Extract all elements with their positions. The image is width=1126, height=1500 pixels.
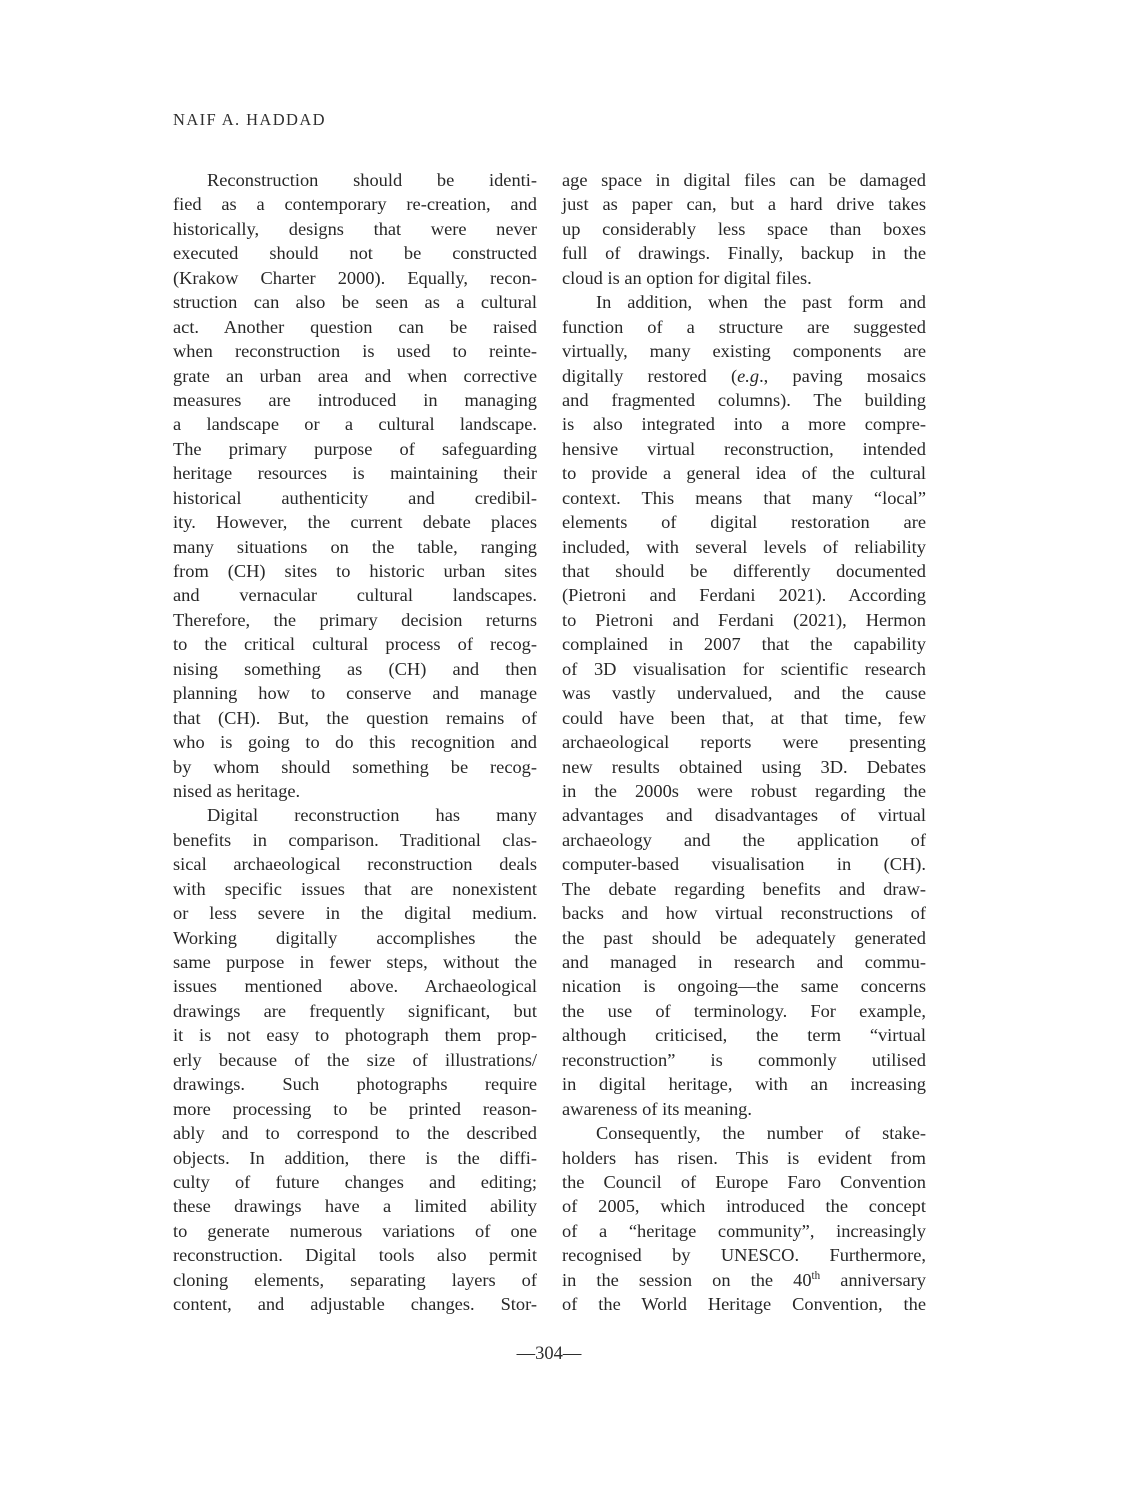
text-line: reconstruction. Digital tools also permit xyxy=(173,1245,537,1266)
text-line: objects. In addition, there is the diffi- xyxy=(173,1147,537,1168)
text-line: fied as a contemporary re-creation, and xyxy=(173,194,537,215)
text-line: and fragmented columns). The building xyxy=(562,389,926,410)
text-line: The debate regarding benefits and draw- xyxy=(562,878,926,899)
text-line: and managed in research and commu- xyxy=(562,952,926,972)
text-line: cloning elements, separating layers of xyxy=(173,1269,537,1290)
text-line: of 2005, which introduced the concept xyxy=(562,1196,926,1217)
text-line: of 3D visualisation for scientific research xyxy=(562,658,926,679)
text-line: Reconstruction should be identi- xyxy=(207,170,537,190)
text-line: many situations on the table, ranging xyxy=(173,536,537,557)
text-line: hensive virtual reconstruction, intended xyxy=(562,438,926,459)
text-line: to generate numerous variations of one xyxy=(173,1220,537,1241)
text-line: The primary purpose of safeguarding xyxy=(173,438,537,459)
text-line: more processing to be printed reason- xyxy=(173,1098,537,1119)
text-line: it is not easy to photograph them prop- xyxy=(173,1025,537,1046)
text-line: computer-based visualisation in (CH). xyxy=(562,854,926,875)
text-line: holders has risen. This is evident from xyxy=(562,1147,926,1168)
text-line: sical archaeological reconstruction deals xyxy=(173,854,537,875)
text-line: of the World Heritage Convention, the xyxy=(562,1294,926,1315)
text-line: ity. However, the current debate places xyxy=(173,512,537,533)
text-line: Working digitally accomplishes the xyxy=(173,927,537,948)
text-line: the past should be adequately generated xyxy=(562,927,926,948)
text-line: digitally restored (e.g., paving mosaics xyxy=(562,365,926,386)
text-line: just as paper can, but a hard drive takes xyxy=(562,194,926,215)
text-line: included, with several levels of reliability xyxy=(562,536,926,557)
text-line: nication is ongoing—the same concerns xyxy=(562,976,926,997)
text-line: (Krakow Charter 2000). Equally, recon- xyxy=(173,267,537,288)
text-line: planning how to conserve and manage xyxy=(173,683,537,704)
text-line: nised as heritage. xyxy=(173,780,301,801)
text-line: In addition, when the past form and xyxy=(596,292,926,313)
page-number: —304— xyxy=(516,1344,582,1364)
text-line: backs and how virtual reconstructions of xyxy=(562,903,926,924)
text-line: same purpose in fewer steps, without the xyxy=(173,952,537,972)
text-line: nising something as (CH) and then xyxy=(173,658,537,679)
text-line: to the critical cultural process of recog- xyxy=(173,634,537,655)
text-line: executed should not be constructed xyxy=(173,243,537,264)
text-line: elements of digital restoration are xyxy=(562,512,926,533)
text-line: function of a structure are suggested xyxy=(562,316,926,337)
text-line: of a “heritage community”, increasingly xyxy=(562,1220,926,1241)
text-line: awareness of its meaning. xyxy=(562,1098,752,1119)
text-line: drawings are frequently significant, but xyxy=(173,1000,537,1021)
text-line: these drawings have a limited ability xyxy=(173,1196,537,1217)
text-line: issues mentioned above. Archaeological xyxy=(173,976,537,997)
text-line: archaeology and the application of xyxy=(562,829,926,850)
text-line: the Council of Europe Faro Convention xyxy=(562,1171,926,1192)
text-column-right xyxy=(562,168,926,1317)
text-line: when reconstruction is used to reinte- xyxy=(173,341,537,362)
text-line: from (CH) sites to historic urban sites xyxy=(173,561,537,581)
text-line: erly because of the size of illustrations/ xyxy=(173,1049,537,1070)
text-line: drawings. Such photographs require xyxy=(173,1074,537,1095)
text-line: struction can also be seen as a cultural xyxy=(173,292,537,313)
text-line: (Pietroni and Ferdani 2021). According xyxy=(562,585,926,606)
text-line: could have been that, at that time, few xyxy=(562,707,926,728)
text-line: is also integrated into a more compre- xyxy=(562,414,926,435)
text-line: age space in digital files can be damaged xyxy=(562,170,926,190)
text-line: although criticised, the term “virtual xyxy=(562,1025,926,1046)
text-line: cloud is an option for digital files. xyxy=(562,267,812,288)
text-line: benefits in comparison. Traditional clas- xyxy=(173,829,537,850)
text-line: content, and adjustable changes. Stor- xyxy=(173,1294,537,1315)
text-line: and vernacular cultural landscapes. xyxy=(173,585,537,606)
text-line: with specific issues that are nonexistent xyxy=(173,878,537,899)
text-line: that should be differently documented xyxy=(562,561,926,581)
text-line: in digital heritage, with an increasing xyxy=(562,1074,926,1095)
text-line: reconstruction” is commonly utilised xyxy=(562,1049,926,1070)
text-line: culty of future changes and editing; xyxy=(173,1171,537,1192)
text-line: in the 2000s were robust regarding the xyxy=(562,780,926,801)
text-line: ably and to correspond to the described xyxy=(173,1123,537,1144)
text-line: a landscape or a cultural landscape. xyxy=(173,414,537,435)
text-line: advantages and disadvantages of virtual xyxy=(562,805,926,826)
text-line: historical authenticity and credibil- xyxy=(173,487,537,508)
text-line: complained in 2007 that the capability xyxy=(562,634,926,655)
text-line: who is going to do this recognition and xyxy=(173,732,537,753)
text-line: the use of terminology. For example, xyxy=(562,1000,926,1021)
text-line: Therefore, the primary decision returns xyxy=(173,609,537,630)
text-line: historically, designs that were never xyxy=(173,218,537,239)
text-line: context. This means that many “local” xyxy=(562,487,926,508)
text-line: in the session on the 40th anniversary xyxy=(562,1269,926,1290)
text-line: full of drawings. Finally, backup in the xyxy=(562,243,926,264)
text-line: Consequently, the number of stake- xyxy=(596,1123,926,1144)
text-line: heritage resources is maintaining their xyxy=(173,463,537,484)
text-line: or less severe in the digital medium. xyxy=(173,903,537,924)
text-line: that (CH). But, the question remains of xyxy=(173,707,537,728)
text-line: Digital reconstruction has many xyxy=(207,805,537,826)
text-line: by whom should something be recog- xyxy=(173,756,537,777)
text-line: virtually, many existing components are xyxy=(562,341,926,362)
text-line: new results obtained using 3D. Debates xyxy=(562,756,926,777)
text-line: was vastly undervalued, and the cause xyxy=(562,683,926,704)
text-line: to provide a general idea of the cultural xyxy=(562,463,926,484)
text-line: archaeological reports were presenting xyxy=(562,732,926,753)
text-line: grate an urban area and when corrective xyxy=(173,365,537,386)
text-line: act. Another question can be raised xyxy=(173,316,537,337)
two-column-text-block xyxy=(173,168,925,1317)
text-column-left xyxy=(173,168,537,1317)
text-line: recognised by UNESCO. Furthermore, xyxy=(562,1245,926,1266)
text-line: up considerably less space than boxes xyxy=(562,218,926,239)
running-header-author: NAIF A. HADDAD xyxy=(173,110,326,129)
text-line: measures are introduced in managing xyxy=(173,389,537,410)
text-line: to Pietroni and Ferdani (2021), Hermon xyxy=(562,609,926,630)
